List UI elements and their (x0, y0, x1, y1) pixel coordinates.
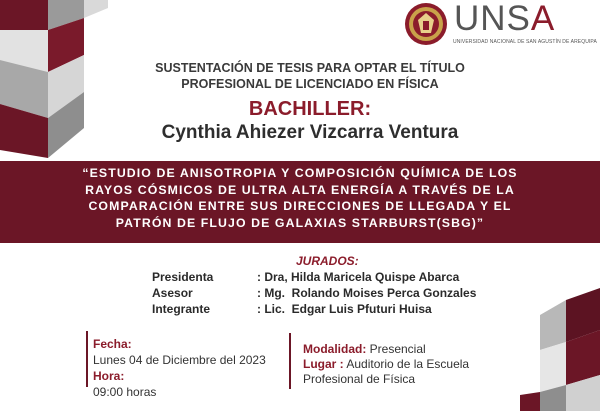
modalidad-value: Presencial (366, 342, 426, 356)
university-seal-icon (404, 2, 448, 46)
hora-label: Hora: (93, 369, 125, 383)
thesis-title (6, 165, 594, 231)
thesis-title-line-4: PATRÓN DE FLUJO DE GALAXIAS STARBURST(SBG)” (115, 215, 485, 230)
university-full-name: UNIVERSIDAD NACIONAL DE SAN AGUSTÍN DE AREQUIPA (453, 39, 597, 45)
jurado-name: : Mg. Rolando Moises Perca Gonzales (257, 286, 477, 300)
lugar-row (303, 357, 469, 372)
jurado-role: Asesor (152, 286, 193, 300)
jurado-role: Integrante (152, 302, 211, 316)
modalidad-label: Modalidad: (303, 342, 367, 356)
jurado-name: : Dra, Hilda Maricela Quispe Abarca (257, 270, 460, 284)
jurados-heading: JURADOS: (296, 254, 359, 268)
jurado-row (0, 270, 600, 286)
divider-line (86, 331, 88, 387)
subject-line-1: SUSTENTACIÓN DE TESIS PARA OPTAR EL TÍTULO (155, 61, 465, 75)
university-logo (404, 2, 600, 52)
thesis-title-line-2: RAYOS CÓSMICOS DE ULTRA ALTA ENERGÍA A TRAVÉS DE LA (85, 182, 515, 197)
candidate-name: Cynthia Ahiezer Vizcarra Ventura (161, 122, 459, 143)
lugar-label: Lugar : (303, 357, 344, 371)
fecha-label: Fecha: (93, 337, 132, 351)
jurado-role: Presidenta (152, 270, 214, 284)
lugar-value-line-2: Profesional de Física (303, 372, 416, 386)
thesis-title-line-3: COMPARACIÓN ENTRE SUS DIRECCIONES DE LLEGADA Y EL (88, 199, 512, 213)
bachiller-heading: BACHILLER: (248, 98, 372, 120)
divider-line (289, 333, 291, 389)
jurado-row (0, 286, 600, 302)
fecha-value: Lunes 04 de Diciembre del 2023 (93, 353, 266, 367)
unsa-wordmark: UNSA (454, 0, 556, 38)
jurado-name: : Lic. Edgar Luis Pfuturi Huisa (257, 302, 432, 316)
jurado-row (0, 302, 600, 318)
lugar-value: Auditorio de la Escuela (343, 357, 470, 371)
subject-line-2: PROFESIONAL DE LICENCIADO EN FÍSICA (181, 77, 439, 91)
thesis-title-line-1: “ESTUDIO DE ANISOTROPIA Y COMPOSICIÓN QUÍMICA DE LOS (82, 166, 518, 180)
modalidad-row (303, 342, 426, 357)
hora-value: 09:00 horas (93, 385, 157, 399)
